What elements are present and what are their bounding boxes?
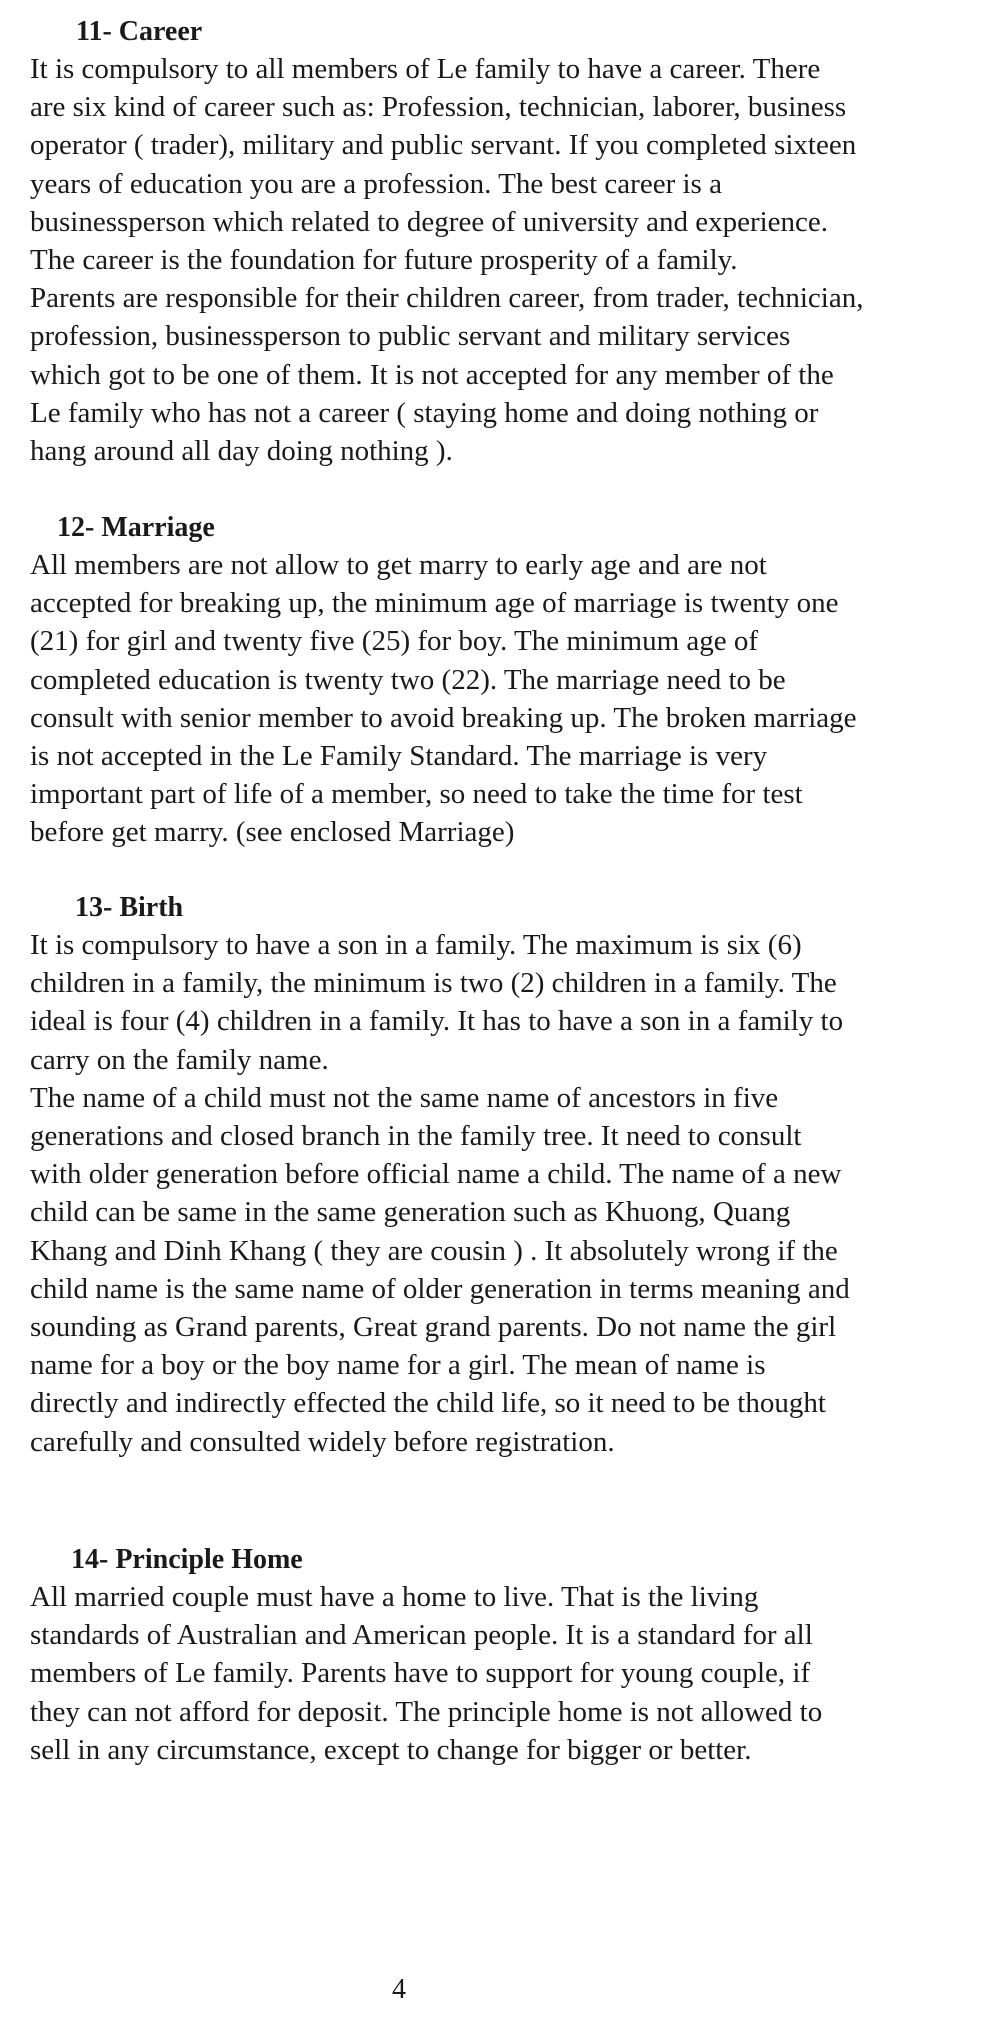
- body-line: generations and closed branch in the family tree. It need to consult: [30, 1120, 802, 1153]
- section-body: [30, 926, 1000, 1461]
- body-line: sounding as Grand parents, Great grand parents. Do not name the girl: [30, 1311, 837, 1344]
- section-career: [30, 14, 1000, 470]
- body-line: child can be same in the same generation such as Khuong, Quang: [30, 1196, 791, 1229]
- body-line: operator ( trader), military and public servant. If you completed sixteen: [30, 129, 857, 162]
- page-number: 4: [392, 1974, 406, 2005]
- body-line: name for a boy or the boy name for a girl. The mean of name is: [30, 1349, 766, 1382]
- body-line: children in a family, the minimum is two (2) children in a family. The: [30, 967, 837, 1000]
- section-heading: 12- Marriage: [57, 512, 215, 543]
- section-heading: 11- Career: [76, 16, 203, 47]
- body-line: profession, businessperson to public servant and military services: [30, 320, 791, 353]
- body-line: is not accepted in the Le Family Standard. The marriage is very: [30, 740, 768, 773]
- body-line: with older generation before official name a child. The name of a new: [30, 1158, 842, 1191]
- body-line: standards of Australian and American people. It is a standard for all: [30, 1619, 813, 1652]
- body-line: The name of a child must not the same name of ancestors in five: [30, 1081, 779, 1114]
- body-line: Khang and Dinh Khang ( they are cousin ) . It absolutely wrong if the: [30, 1234, 838, 1267]
- body-line: Le family who has not a career ( staying home and doing nothing or: [30, 396, 819, 429]
- body-line: businessperson which related to degree of university and experience.: [30, 205, 829, 238]
- section-birth: [30, 890, 1000, 1461]
- body-line: consult with senior member to avoid breaking up. The broken marriage: [30, 701, 857, 734]
- section-marriage: [30, 510, 1000, 852]
- section-principle-home: [30, 1542, 1000, 1769]
- body-line: directly and indirectly effected the child life, so it need to be thought: [30, 1387, 826, 1420]
- body-line: All members are not allow to get marry to early age and are not: [30, 549, 767, 581]
- section-heading: 13- Birth: [75, 892, 184, 923]
- body-line: accepted for breaking up, the minimum age of marriage is twenty one: [30, 587, 839, 620]
- body-line: members of Le family. Parents have to support for young couple, if: [30, 1657, 811, 1690]
- body-line: It is compulsory to have a son in a family. The maximum is six (6): [30, 929, 802, 961]
- body-line: (21) for girl and twenty five (25) for boy. The minimum age of: [30, 625, 759, 658]
- body-line: are six kind of career such as: Profession, technician, laborer, business: [30, 91, 847, 124]
- body-line: ideal is four (4) children in a family. It has to have a son in a family to: [30, 1005, 844, 1038]
- body-line: they can not afford for deposit. The principle home is not allowed to: [30, 1695, 823, 1728]
- body-line: child name is the same name of older generation in terms meaning and: [30, 1272, 850, 1305]
- body-line: carefully and consulted widely before registration.: [30, 1425, 615, 1458]
- section-body: [30, 1578, 1000, 1769]
- section-body: [30, 546, 1000, 852]
- body-line: important part of life of a member, so need to take the time for test: [30, 778, 803, 811]
- body-line: The career is the foundation for future prosperity of a family.: [30, 244, 738, 277]
- body-line: carry on the family name.: [30, 1043, 329, 1076]
- body-line: completed education is twenty two (22). The marriage need to be: [30, 663, 786, 696]
- section-body: [30, 50, 1000, 470]
- body-line: Parents are responsible for their children career, from trader, technician,: [30, 282, 864, 315]
- body-line: sell in any circumstance, except to change for bigger or better.: [30, 1733, 752, 1766]
- body-line: All married couple must have a home to live. That is the living: [30, 1581, 759, 1613]
- body-line: before get marry. (see enclosed Marriage): [30, 816, 515, 849]
- body-line: years of education you are a profession. The best career is a: [30, 167, 722, 200]
- body-line: hang around all day doing nothing ).: [30, 435, 453, 468]
- body-line: which got to be one of them. It is not accepted for any member of the: [30, 358, 834, 391]
- body-line: It is compulsory to all members of Le family to have a career. There: [30, 53, 821, 85]
- section-heading: 14- Principle Home: [71, 1544, 303, 1575]
